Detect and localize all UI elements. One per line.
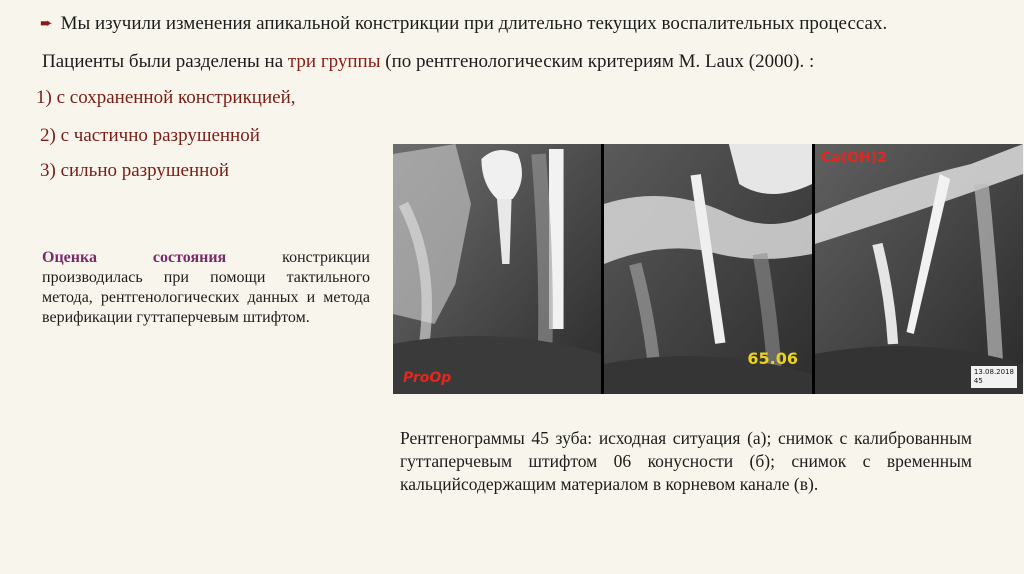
intro-highlight: три группы (287, 51, 381, 72)
bullet-text: Мы изучили изменения апикальной констрикции при длительно текущих воспалительных процессах. (60, 13, 888, 34)
xray-date: 13.08.2018 (973, 368, 1014, 376)
xray-number: 45 (973, 377, 983, 385)
xray-images (393, 144, 1023, 394)
bullet-heading (40, 12, 1010, 36)
xray-label-b: 65.06 (747, 349, 798, 368)
xray-panel-b (604, 144, 812, 394)
assessment-highlight: Оценка состояния (42, 249, 227, 266)
xray-date-box (971, 366, 1017, 388)
xray-panel-c (815, 144, 1023, 394)
group-item-3: 3) сильно разрушенной (40, 160, 229, 181)
xray-label-c: Ca(OH)2 (821, 150, 887, 166)
group-item-1: 1) с сохраненной констрикцией, (36, 87, 296, 108)
intro-after: (по рентгенологическим критериям M. Laux (2000). : (380, 51, 815, 72)
assessment-text: констрикции производилась при помощи тактильного метода, рентгенологических данных и метода верификации гуттаперчевым штифтом. (42, 249, 370, 326)
xray-caption: Рентгенограммы 45 зуба: исходная ситуация (а); снимок с калиброванным гуттаперчевым штифтом 06 конусности (б); снимок с временным кальцийсодержащим материалом в корневом канале (в). (400, 428, 972, 494)
xray-label-a: ProOp (403, 370, 452, 386)
xray-panel-a (393, 144, 601, 394)
arrow-bullet-icon: ➨ (40, 16, 53, 32)
group-item-2: 2) с частично разрушенной (40, 125, 260, 146)
xray-image-c (815, 144, 1023, 394)
intro-before: Пациенты были разделены на (42, 51, 288, 72)
intro-paragraph (42, 50, 1002, 74)
assessment-paragraph (42, 248, 370, 328)
xray-image-a (393, 144, 601, 394)
